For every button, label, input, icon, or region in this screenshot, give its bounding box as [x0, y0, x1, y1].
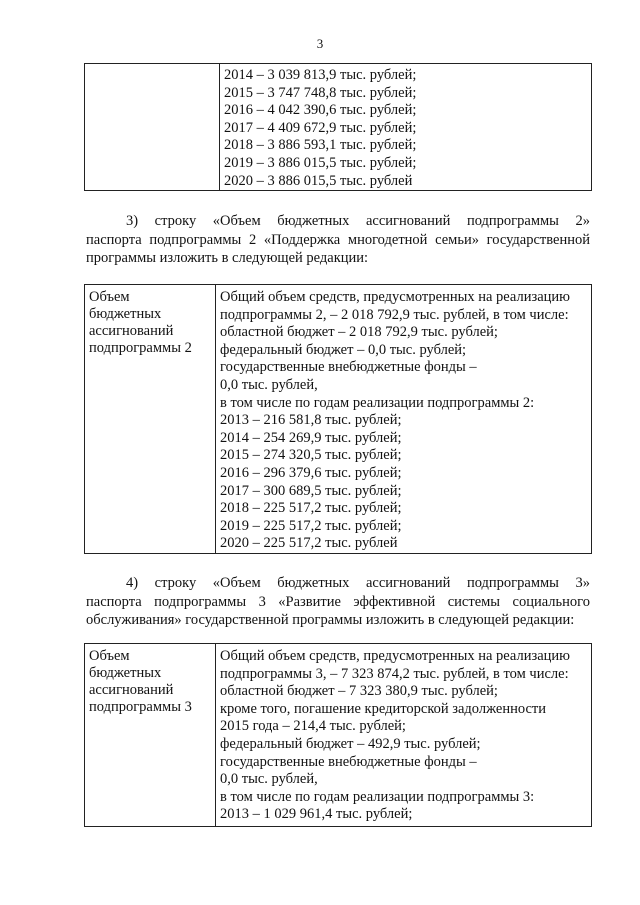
table3-value-cell — [216, 644, 574, 826]
table2-line: областной бюджет – 2 018 792,9 тыс. рублей; — [220, 324, 498, 341]
table2-line: Общий объем средств, предусмотренных на реализацию — [220, 289, 570, 305]
table2-line: 2016 – 296 379,6 тыс. рублей; — [220, 464, 402, 481]
table2-line: 2014 – 254 269,9 тыс. рублей; — [220, 429, 402, 446]
table3-line: 2013 – 1 029 961,4 тыс. рублей; — [220, 806, 413, 823]
table1-line: 2019 – 3 886 015,5 тыс. рублей; — [224, 154, 417, 171]
table3-label-cell — [85, 644, 216, 826]
table2-line: 2017 – 300 689,5 тыс. рублей; — [220, 482, 402, 499]
paragraph-item-4 — [86, 574, 590, 630]
table3-label-line: бюджетных — [89, 665, 162, 681]
table1-line: 2014 – 3 039 813,9 тыс. рублей; — [224, 67, 417, 83]
table-subprogram-1-continuation — [84, 63, 592, 191]
table1-line: 2016 – 4 042 390,6 тыс. рублей; — [224, 102, 417, 119]
table2-line: подпрограммы 2, – 2 018 792,9 тыс. рублей, в том числе: — [220, 306, 569, 323]
table3-line: федеральный бюджет – 492,9 тыс. рублей; — [220, 735, 481, 752]
table2-value-cell — [216, 285, 574, 553]
table2-label-line: подпрограммы 2 — [89, 340, 192, 356]
table2-label-line: Объем — [89, 289, 130, 305]
table-subprogram-2-budget — [84, 284, 592, 554]
table3-line: подпрограммы 3, – 7 323 874,2 тыс. рублей, в том числе: — [220, 665, 569, 682]
table2-line: 2020 – 225 517,2 тыс. рублей — [220, 535, 398, 552]
table2-line: 2019 – 225 517,2 тыс. рублей; — [220, 517, 402, 534]
table1-value-cell — [220, 64, 420, 190]
paragraph3-line: паспорта подпрограммы 2 «Поддержка многодетной семьи» государственной — [86, 231, 590, 248]
table2-line: 2013 – 216 581,8 тыс. рублей; — [220, 412, 402, 429]
table1-line: 2017 – 4 409 672,9 тыс. рублей; — [224, 119, 417, 136]
table1-line: 2015 – 3 747 748,8 тыс. рублей; — [224, 84, 417, 101]
paragraph4-line: паспорта подпрограммы 3 «Развитие эффективной системы социального — [86, 593, 590, 610]
table-subprogram-3-budget — [84, 643, 592, 827]
table1-label-cell — [85, 64, 220, 190]
table2-label-cell — [85, 285, 216, 553]
table2-line: государственные внебюджетные фонды – — [220, 359, 477, 376]
paragraph4-line: обслуживания» государственной программы изложить в следующей редакции: — [86, 612, 575, 628]
paragraph3-line: программы изложить в следующей редакции: — [86, 250, 369, 266]
table1-line: 2018 – 3 886 593,1 тыс. рублей; — [224, 137, 417, 154]
table3-line: 2015 года – 214,4 тыс. рублей; — [220, 718, 406, 735]
paragraph-item-3 — [86, 212, 590, 268]
table2-label-line: ассигнований — [89, 323, 174, 339]
table2-line: в том числе по годам реализации подпрограммы 2: — [220, 394, 535, 411]
table3-line: государственные внебюджетные фонды – — [220, 753, 477, 770]
table2-line: федеральный бюджет – 0,0 тыс. рублей; — [220, 341, 467, 358]
table2-label-line: бюджетных — [89, 306, 162, 322]
table3-label-line: подпрограммы 3 — [89, 699, 192, 715]
table2-line: 0,0 тыс. рублей, — [220, 376, 318, 393]
table3-line: областной бюджет – 7 323 380,9 тыс. рублей; — [220, 683, 498, 700]
paragraph3-line: 3) строку «Объем бюджетных ассигнований подпрограммы 2» — [126, 213, 590, 229]
table3-line: 0,0 тыс. рублей, — [220, 771, 318, 788]
table3-label-line: ассигнований — [89, 682, 174, 698]
table3-line: в том числе по годам реализации подпрограммы 3: — [220, 788, 535, 805]
table2-line: 2018 – 225 517,2 тыс. рублей; — [220, 500, 402, 517]
table1-line: 2020 – 3 886 015,5 тыс. рублей — [224, 172, 413, 189]
table2-line: 2015 – 274 320,5 тыс. рублей; — [220, 447, 402, 464]
page-number: 3 — [316, 36, 324, 51]
table3-line: Общий объем средств, предусмотренных на реализацию — [220, 648, 570, 664]
paragraph4-line: 4) строку «Объем бюджетных ассигнований подпрограммы 3» — [126, 575, 590, 591]
table3-label-line: Объем — [89, 648, 130, 664]
table3-line: кроме того, погашение кредиторской задолженности — [220, 700, 547, 717]
